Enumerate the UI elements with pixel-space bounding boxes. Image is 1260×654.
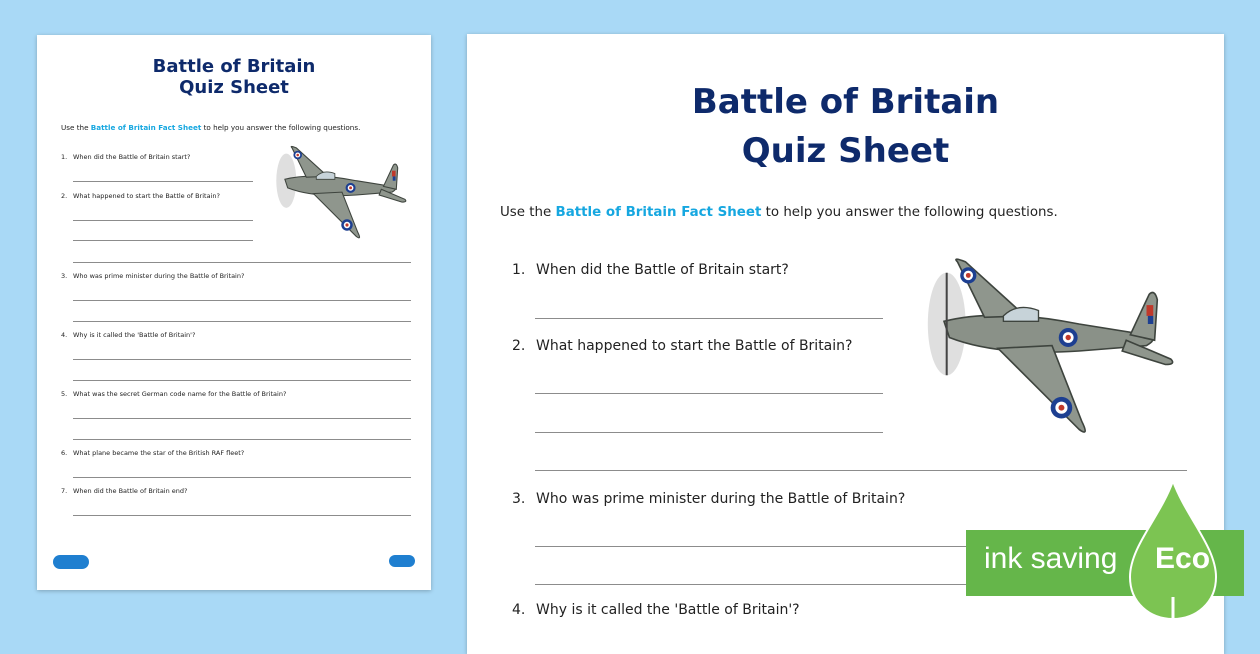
thumbnail-title: [37, 57, 431, 98]
answer-line: [73, 181, 253, 182]
question-text: Who was prime minister during the Battle of Britain?: [536, 491, 906, 507]
question-number: 4.: [512, 602, 526, 618]
fact-sheet-link[interactable]: Battle of Britain Fact Sheet: [555, 205, 762, 220]
question-text: What plane became the star of the British RAF fleet?: [73, 449, 245, 457]
worksheet-thumbnail: [37, 35, 431, 590]
eco-label: Eco: [1155, 542, 1211, 575]
spitfire-plane-icon: [270, 145, 414, 245]
twinkl-eco-logo-icon: [389, 555, 415, 567]
question-text: Why is it called the 'Battle of Britain'?: [536, 602, 800, 618]
intro-text-end: to help you answer the following questions.: [201, 123, 361, 132]
answer-line: [73, 240, 253, 241]
answer-line: [73, 477, 411, 478]
intro-text: Use the: [500, 205, 556, 220]
answer-line: [73, 380, 411, 381]
question-text: Why is it called the 'Battle of Britain'?: [73, 331, 196, 339]
question-number: 5.: [61, 390, 68, 398]
twinkl-logo-icon: [53, 555, 89, 569]
question-number: 3.: [512, 491, 526, 507]
answer-line: [535, 432, 883, 433]
question-item: [61, 331, 195, 339]
answer-line: [535, 470, 1187, 471]
question-text: What happened to start the Battle of Britain?: [536, 338, 853, 354]
answer-line: [73, 418, 411, 419]
ink-saving-eco-badge: [966, 477, 1260, 630]
question-item: [61, 449, 244, 457]
question-item: [512, 491, 905, 507]
thumbnail-intro: [61, 123, 360, 132]
intro-text-end: to help you answer the following questions.: [761, 205, 1058, 220]
thumbnail-title-line2: Quiz Sheet: [179, 76, 289, 98]
question-item: [61, 487, 188, 495]
question-item: [61, 192, 220, 200]
question-number: 2.: [512, 338, 526, 354]
question-number: 1.: [512, 262, 526, 278]
answer-line: [73, 515, 411, 516]
question-number: 7.: [61, 487, 68, 495]
page-title-line1: Battle of Britain: [691, 82, 1000, 122]
fact-sheet-link[interactable]: Battle of Britain Fact Sheet: [90, 123, 202, 132]
page-title: [467, 78, 1224, 177]
answer-line: [73, 321, 411, 322]
answer-line: [73, 262, 411, 263]
question-text: When did the Battle of Britain start?: [536, 262, 789, 278]
question-text: When did the Battle of Britain end?: [73, 487, 188, 495]
question-text: What happened to start the Battle of Britain?: [73, 192, 220, 200]
question-item: [61, 153, 190, 161]
question-text: What was the secret German code name for the Battle of Britain?: [73, 390, 287, 398]
answer-line: [535, 318, 883, 319]
page-title-line2: Quiz Sheet: [741, 131, 950, 172]
question-item: [512, 602, 800, 618]
page-intro: [500, 205, 1058, 220]
spitfire-plane-icon: [917, 256, 1187, 446]
question-number: 2.: [61, 192, 68, 200]
question-item: [512, 262, 789, 278]
question-number: 4.: [61, 331, 68, 339]
question-number: 3.: [61, 272, 68, 280]
question-number: 1.: [61, 153, 68, 161]
question-text: Who was prime minister during the Battle of Britain?: [73, 272, 245, 280]
question-item: [61, 272, 244, 280]
answer-line: [73, 439, 411, 440]
thumbnail-title-line1: Battle of Britain: [152, 56, 316, 77]
question-number: 6.: [61, 449, 68, 457]
question-item: [512, 338, 852, 354]
intro-text: Use the: [61, 123, 91, 132]
question-text: When did the Battle of Britain start?: [73, 153, 191, 161]
answer-line: [73, 300, 411, 301]
answer-line: [535, 393, 883, 394]
answer-line: [73, 359, 411, 360]
ink-saving-label: ink saving: [984, 542, 1118, 575]
question-item: [61, 390, 286, 398]
answer-line: [73, 220, 253, 221]
